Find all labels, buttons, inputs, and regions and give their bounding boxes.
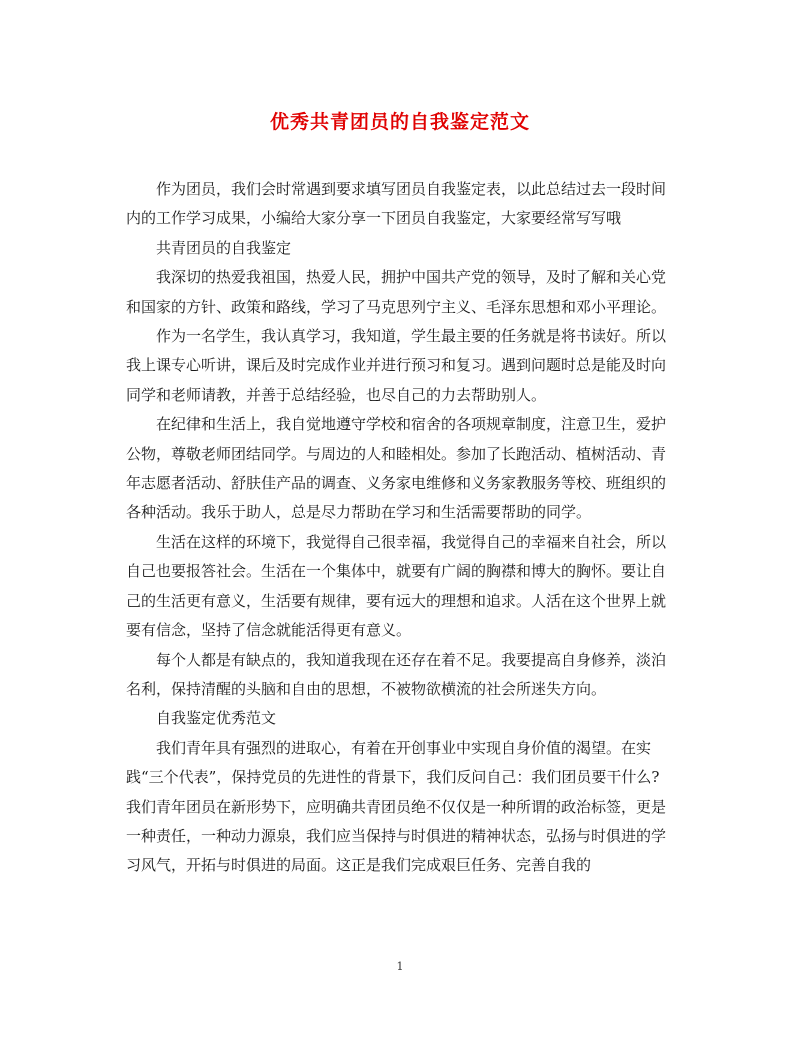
section-heading: 自我鉴定优秀范文 <box>156 709 277 728</box>
page-number: 1 <box>396 960 404 973</box>
document-title: 优秀共青团员的自我鉴定范文 <box>269 111 530 133</box>
paragraph: 我们青年具有强烈的进取心，有着在开创事业中实现自身价值的渴望。在实践“三个代表”，保持党员的先进性的背景下，我们反问自己：我们团员要干什么?我们青年团员在新形势下，应明确共青团员绝不仅仅是一种所谓的政治标签，更是一种责任，一种动力源泉，我们应当保持与时俱进的精神状态，弘扬与时俱进的学习风气，开拓与时俱进的局面。这正是我们完成艰巨任务、完善自我的 <box>126 738 667 875</box>
paragraph: 每个人都是有缺点的，我知道我现在还存在着不足。我要提高自身修养，淡泊名利，保持清醒的头脑和自由的思想，不被物欲横流的社会所迷失方向。 <box>126 650 667 698</box>
document-body <box>126 175 674 881</box>
paragraph: 我深切的热爱我祖国，热爱人民，拥护中国共产党的领导，及时了解和关心党和国家的方针、政策和路线，学习了马克思列宁主义、毛泽东思想和邓小平理论。 <box>126 268 667 316</box>
paragraph: 生活在这样的环境下，我觉得自己很幸福，我觉得自己的幸福来自社会，所以自己也要报答社会。生活在一个集体中，就要有广阔的胸襟和博大的胸怀。要让自己的生活更有意义，生活要有规律，要有远大的理想和追求。人活在这个世界上就要有信念，坚持了信念就能活得更有意义。 <box>126 532 667 640</box>
paragraph: 作为一名学生，我认真学习，我知道，学生最主要的任务就是将书读好。所以我上课专心听讲，课后及时完成作业并进行预习和复习。遇到问题时总是能及时向同学和老师请教，并善于总结经验，也尽自己的力去帮助别人。 <box>126 327 667 404</box>
section-heading: 共青团员的自我鉴定 <box>156 238 292 257</box>
paragraph: 在纪律和生活上，我自觉地遵守学校和宿舍的各项规章制度，注意卫生，爱护公物，尊敬老师团结同学。与周边的人和睦相处。参加了长跑活动、植树活动、青年志愿者活动、舒肤佳产品的调查、义务家电维修和义务家教服务等校、班组织的各种活动。我乐于助人，总是尽力帮助在学习和生活需要帮助的同学。 <box>126 415 667 522</box>
paragraph-intro: 作为团员，我们会时常遇到要求填写团员自我鉴定表，以此总结过去一段时间内的工作学习成果，小编给大家分享一下团员自我鉴定，大家要经常写写哦 <box>126 180 667 228</box>
